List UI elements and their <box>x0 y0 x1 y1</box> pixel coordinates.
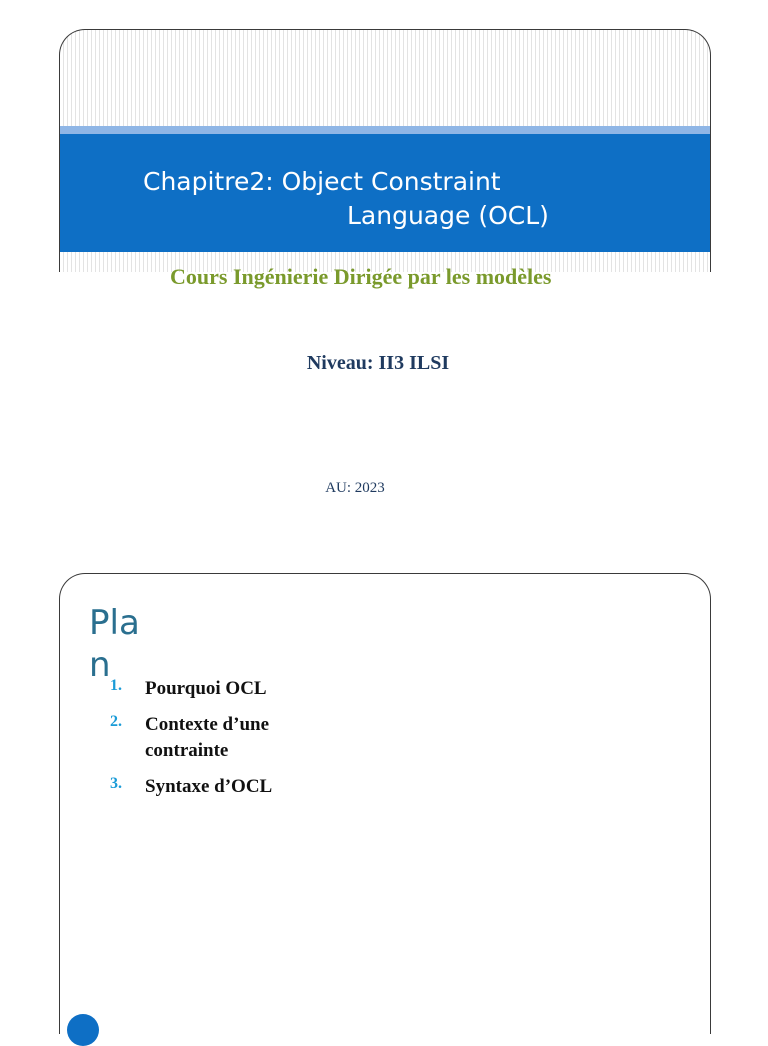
plan-slide <box>59 573 711 1034</box>
list-item <box>110 712 350 764</box>
plan-list <box>110 676 350 810</box>
plan-title: Plan <box>89 603 140 685</box>
page-indicator-dot <box>67 1014 99 1046</box>
title-accent-stripe <box>60 126 710 134</box>
slide-title-line-1: Chapitre2: Object Constraint <box>143 167 501 196</box>
list-item-number: 3. <box>110 775 122 792</box>
list-item-number: 1. <box>110 677 122 694</box>
course-name: Cours Ingénierie Dirigée par les modèles <box>170 264 552 289</box>
title-band <box>60 134 710 252</box>
list-item-text: Syntaxe d’OCL <box>145 776 273 797</box>
slide-title-line-2: Language (OCL) <box>347 201 549 230</box>
list-item-text: Contexte d’une contrainte <box>145 714 270 761</box>
title-slide <box>59 29 711 272</box>
list-item-number: 2. <box>110 713 122 730</box>
list-item <box>110 676 350 702</box>
academic-year: AU: 2023 <box>325 480 385 496</box>
list-item <box>110 774 350 800</box>
level-text: Niveau: II3 ILSI <box>306 352 450 374</box>
list-item-text: Pourquoi OCL <box>145 678 267 699</box>
